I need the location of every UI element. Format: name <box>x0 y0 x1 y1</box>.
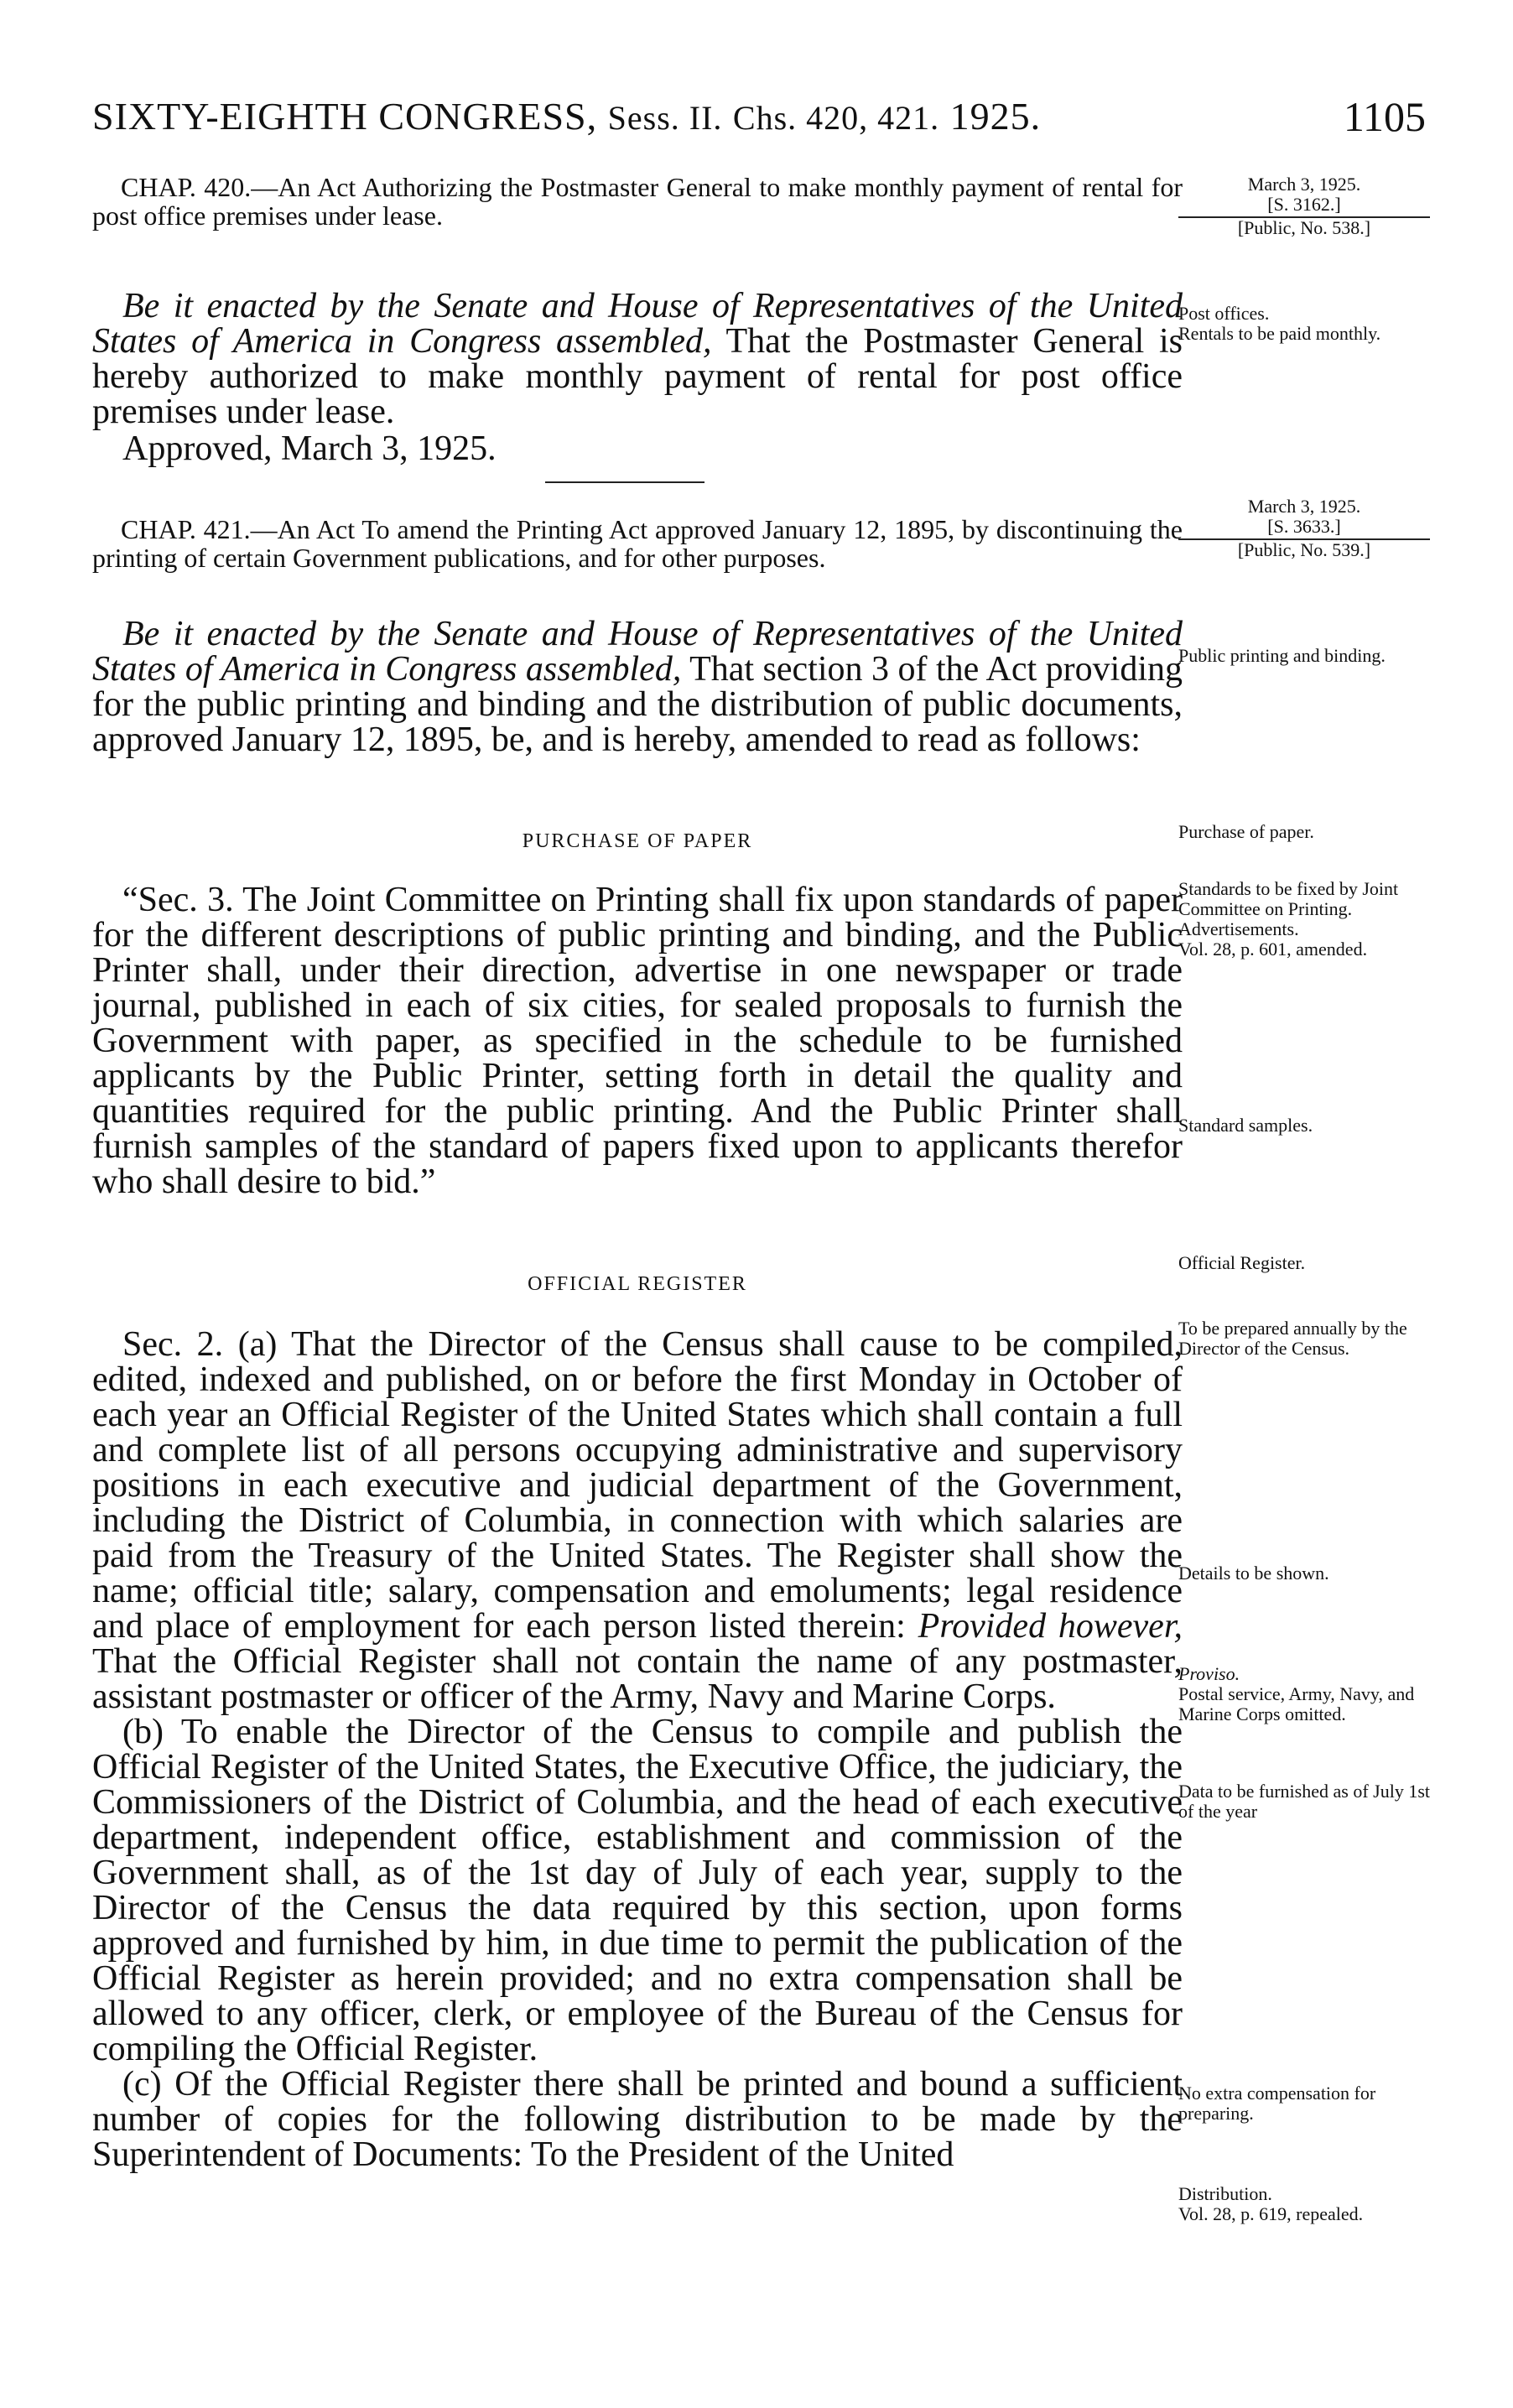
register-heading: OFFICIAL REGISTER <box>528 1273 747 1295</box>
register-margin-nocomp: No extra compensation for preparing. <box>1178 2083 1376 2124</box>
section-divider <box>545 481 705 483</box>
register-margin-proviso: Proviso. <box>1178 1663 1240 1684</box>
register-sec2a-pre: Sec. 2. (a) That the Director of the Census shall cause to be compiled, edited, indexed and published, on or before the first Monday in October of each year an Official Register of the United States which shall contain a full and complete list of all persons occupying administrative and supervisory positions in each executive and judicial department of the Government, including the District of Columbia, in connection with which salaries are paid from the Treasury of the United States. The Register shall show the name; official title; salary, compensation and emoluments; legal residence and place of employment for each person listed therein: <box>92 1325 1183 1646</box>
year: 1925. <box>949 95 1042 138</box>
register-body <box>92 1327 1183 2172</box>
chap421-body <box>92 616 1183 757</box>
purchase-side-notes <box>1178 879 1430 960</box>
register-margin-distribution-notes <box>1178 2184 1430 2224</box>
page-number: 1105 <box>1343 93 1426 140</box>
chap421-text: That section 3 of the Act providing for the public printing and binding and the distribution of public documents, approved January 12, 1895, be, and is hereby, amended to read as follows: <box>92 650 1183 759</box>
chap420-text: That the Postmaster General is hereby authorized to make monthly payment of rental for post office premises under lease. <box>92 322 1183 431</box>
register-margin-details: Details to be shown. <box>1178 1563 1329 1584</box>
chap420-margin-bill: [S. 3162.] <box>1178 195 1430 218</box>
register-margin: Official Register. <box>1178 1252 1306 1273</box>
running-header <box>92 94 1041 138</box>
purchase-margin-vol: Vol. 28, p. 601, amended. <box>1178 939 1368 960</box>
purchase-margin-standards: Standards to be fixed by Joint Committee on Printing. <box>1178 878 1399 919</box>
purchase-margin-ads: Advertisements. <box>1178 918 1299 939</box>
register-sec2a <box>92 1327 1183 1714</box>
session: Sess. II. <box>607 99 723 137</box>
chapters: Chs. 420, 421. <box>732 99 940 137</box>
register-margin-prepared: To be prepared annually by the Director of the Census. <box>1178 1318 1407 1359</box>
chap421-margin-date: March 3, 1925. <box>1247 496 1361 517</box>
register-margin-distribution: Distribution. <box>1178 2183 1272 2204</box>
register-margin-data: Data to be furnished as of July 1st of the year <box>1178 1781 1430 1822</box>
purchase-text: “Sec. 3. The Joint Committee on Printing shall fix upon standards of paper for the different descriptions of public printing and binding, and the Public Printer shall, under their direction, advertise in one newspaper or trade journal, published in each of six cities, for sealed proposals to furnish the Government with paper, as specified in the schedule to be furnished applicants by the Public Printer, setting forth in detail the quality and quantities required for the public printing. And the Public Printer shall furnish samples of the standard of papers fixed upon to applicants therefor who shall desire to bid.” <box>92 881 1183 1201</box>
register-margin-vol: Vol. 28, p. 619, repealed. <box>1178 2203 1364 2224</box>
chap420-enacting-clause: Be it enacted by the Senate and House of Representatives of the United States of America in Congress assembled, <box>92 287 1183 361</box>
register-sec2a-post: That the Official Register shall not contain the name of any postmaster, assistant postmaster or officer of the Army, Navy and Marine Corps. <box>92 1642 1183 1716</box>
purchase-margin: Purchase of paper. <box>1178 821 1314 842</box>
chap420-margin-date: March 3, 1925. <box>1247 174 1361 195</box>
chap421-title: CHAP. 421.—An Act To amend the Printing Act approved January 12, 1895, by discontinuing the printing of certain Government publications, and for other purposes. <box>92 514 1183 573</box>
register-margin-omitted: Postal service, Army, Navy, and Marine Corps omitted. <box>1178 1683 1415 1724</box>
chap420-side-notes <box>1178 304 1430 344</box>
chap420-body <box>92 289 1183 429</box>
chap420-margin-citation <box>1178 174 1430 238</box>
chap421-margin-public: [Public, No. 539.] <box>1237 539 1371 560</box>
congress-title: SIXTY-EIGHTH CONGRESS, <box>92 95 598 138</box>
chap421-margin-citation <box>1178 497 1430 560</box>
chap421-enacting-clause: Be it enacted by the Senate and House of Representatives of the United States of America in Congress assembled, <box>92 615 1183 689</box>
purchase-heading: PURCHASE OF PAPER <box>522 830 753 852</box>
chap420-approved: Approved, March 3, 1925. <box>122 429 497 468</box>
chap421-margin-bill: [S. 3633.] <box>1178 517 1430 540</box>
register-proviso-lead: Provided however, <box>918 1607 1183 1646</box>
register-sec2b: (b) To enable the Director of the Census to compile and publish the Official Register of the United States, the Executive Office, the judiciary, the Commissioners of the District of Columbia, and the head of each executive department, independent office, establishment and commission of the Government shall, as of the 1st day of July of each year, supply to the Director of the Census the data required by this section, upon forms approved and furnished by him, in due time to permit the publication of the Official Register as herein provided; and no extra compensation shall be allowed to any officer, clerk, or employee of the Bureau of the Census for compiling the Official Register. <box>92 1713 1183 2068</box>
purchase-margin-samples: Standard samples. <box>1178 1115 1313 1136</box>
register-margin-proviso-notes <box>1178 1664 1430 1724</box>
chap420-margin-note1: Post offices. <box>1178 303 1270 324</box>
chap420-margin-note2: Rentals to be paid monthly. <box>1178 323 1381 344</box>
chap421-margin-note: Public printing and binding. <box>1178 645 1386 666</box>
chap420-margin-public: [Public, No. 538.] <box>1237 217 1371 238</box>
chap420-title: CHAP. 420.—An Act Authorizing the Postmaster General to make monthly payment of rental for post office premises under lease. <box>92 172 1183 231</box>
register-sec2c: (c) Of the Official Register there shall be printed and bound a sufficient number of copies for the following distribution to be made by the Superintendent of Documents: To the President of the United <box>92 2065 1183 2174</box>
